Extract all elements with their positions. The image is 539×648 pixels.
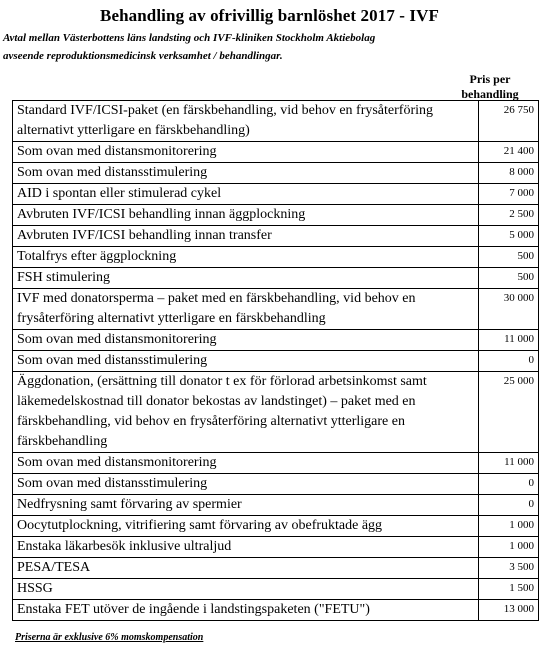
treatment-cell: Nedfrysning samt förvaring av spermier [13, 495, 479, 516]
treatment-cell: Som ovan med distansstimulering [13, 351, 479, 372]
price-cell: 13 000 [479, 600, 539, 621]
price-cell: 21 400 [479, 142, 539, 163]
price-cell: 500 [479, 268, 539, 289]
price-cell: 0 [479, 474, 539, 495]
table-row [13, 351, 539, 372]
treatment-cell: Enstaka läkarbesök inklusive ultraljud [13, 537, 479, 558]
price-column-header [451, 72, 529, 102]
table-row [13, 184, 539, 205]
price-cell: 25 000 [479, 372, 539, 453]
treatment-cell: Totalfrys efter äggplockning [13, 247, 479, 268]
price-cell: 1 500 [479, 579, 539, 600]
table-row [13, 247, 539, 268]
price-cell: 1 000 [479, 537, 539, 558]
table-row [13, 163, 539, 184]
treatment-cell: Som ovan med distansstimulering [13, 474, 479, 495]
table-row [13, 474, 539, 495]
table-row [13, 537, 539, 558]
price-table [12, 100, 539, 621]
treatment-cell: Som ovan med distansmonitorering [13, 453, 479, 474]
treatment-cell: Äggdonation, (ersättning till donator t ex för förlorad arbetsinkomst samt läkemedelskostnad till donator bekostas av landstinget) – paket med en färskbehandling, vid behov en frysåterföring alternativt ytterligare en färskbehandling [13, 372, 479, 453]
treatment-cell: Som ovan med distansstimulering [13, 163, 479, 184]
table-row [13, 453, 539, 474]
subtitle-scope: avseende reproduktionsmedicinsk verksamhet / behandlingar. [3, 50, 283, 62]
treatment-cell: PESA/TESA [13, 558, 479, 579]
page-title: Behandling av ofrivillig barnlöshet 2017 - IVF [100, 6, 439, 25]
table-row [13, 101, 539, 142]
treatment-cell: FSH stimulering [13, 268, 479, 289]
treatment-cell: Som ovan med distansmonitorering [13, 330, 479, 351]
price-cell: 11 000 [479, 330, 539, 351]
price-header-line-2: behandling [461, 87, 519, 101]
price-header-line-1: Pris per [469, 72, 511, 86]
table-row [13, 579, 539, 600]
table-row [13, 289, 539, 330]
table-row [13, 330, 539, 351]
price-cell: 30 000 [479, 289, 539, 330]
table-row [13, 558, 539, 579]
price-cell: 5 000 [479, 226, 539, 247]
table-row [13, 142, 539, 163]
treatment-cell: Standard IVF/ICSI-paket (en färskbehandling, vid behov en frysåterföring alternativt ytterligare en färskbehandling) [13, 101, 479, 142]
price-cell: 26 750 [479, 101, 539, 142]
table-row [13, 372, 539, 453]
treatment-cell: Oocytutplockning, vitrifiering samt förvaring av obefruktade ägg [13, 516, 479, 537]
table-row [13, 600, 539, 621]
treatment-cell: HSSG [13, 579, 479, 600]
treatment-cell: Enstaka FET utöver de ingående i landstingspaketen ("FETU") [13, 600, 479, 621]
price-cell: 2 500 [479, 205, 539, 226]
price-cell: 0 [479, 495, 539, 516]
treatment-cell: AID i spontan eller stimulerad cykel [13, 184, 479, 205]
subtitle-agreement: Avtal mellan Västerbottens läns landsting och IVF-kliniken Stockholm Aktiebolag [3, 32, 376, 44]
table-row [13, 516, 539, 537]
price-cell: 8 000 [479, 163, 539, 184]
table-row [13, 226, 539, 247]
vat-footnote: Priserna är exklusive 6% momskompensation [15, 632, 204, 643]
price-cell: 3 500 [479, 558, 539, 579]
price-cell: 500 [479, 247, 539, 268]
price-cell: 0 [479, 351, 539, 372]
treatment-cell: Som ovan med distansmonitorering [13, 142, 479, 163]
table-row [13, 495, 539, 516]
treatment-cell: IVF med donatorsperma – paket med en färskbehandling, vid behov en frysåterföring alternativt ytterligare en färskbehandling [13, 289, 479, 330]
price-cell: 7 000 [479, 184, 539, 205]
price-cell: 1 000 [479, 516, 539, 537]
treatment-cell: Avbruten IVF/ICSI behandling innan transfer [13, 226, 479, 247]
treatment-cell: Avbruten IVF/ICSI behandling innan äggplockning [13, 205, 479, 226]
table-row [13, 268, 539, 289]
table-row [13, 205, 539, 226]
price-cell: 11 000 [479, 453, 539, 474]
